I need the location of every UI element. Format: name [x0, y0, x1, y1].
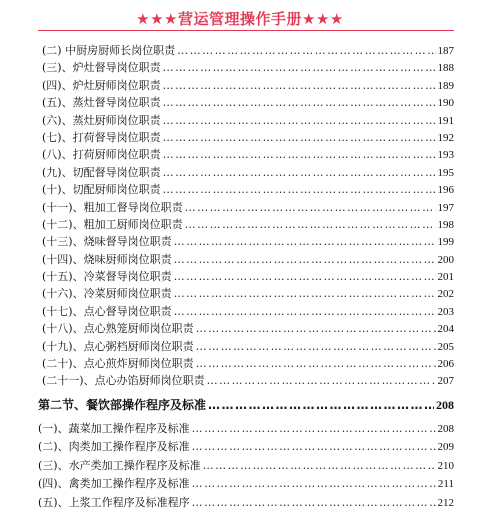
page-header-title: ★★★营运管理操作手册★★★	[136, 10, 344, 28]
toc-entry[interactable]	[38, 94, 454, 111]
toc-leader-dots	[185, 216, 436, 233]
toc-entry[interactable]	[38, 59, 454, 76]
toc-page-number: 212	[437, 496, 454, 509]
toc-page-number: 206	[437, 358, 454, 371]
toc-entry-label: (十)、切配厨师岗位职责	[42, 183, 161, 197]
toc-entry-label: (十七)、点心督导岗位职责	[42, 304, 172, 318]
toc-entry[interactable]	[38, 303, 454, 320]
toc-entry-label: (二十)、点心煎炸厨师岗位职责	[42, 357, 194, 371]
toc-page-number: 199	[437, 236, 454, 249]
toc-entry[interactable]	[38, 494, 454, 512]
toc-leader-dots	[196, 338, 436, 355]
toc-entry-label: (二) 中厨房厨师长岗位职责	[42, 44, 176, 57]
toc-leader-dots	[208, 390, 434, 420]
toc-leader-dots	[163, 112, 436, 129]
toc-page-number: 207	[437, 375, 454, 388]
toc-page-number: 208	[436, 397, 454, 412]
toc-entry-label: (二十一)、点心办馅厨师岗位职责	[42, 374, 205, 388]
toc-entry[interactable]	[38, 112, 454, 129]
toc-entry[interactable]	[38, 285, 454, 302]
toc-entry[interactable]	[38, 77, 454, 94]
toc-leader-dots	[192, 494, 436, 512]
toc-entry[interactable]	[38, 233, 454, 250]
toc-entry[interactable]	[38, 42, 454, 59]
toc-page-number: 203	[437, 305, 454, 318]
toc-entry-label: (四)、炉灶厨师岗位职责	[42, 78, 161, 92]
toc-entry-label: (六)、蒸灶厨师岗位职责	[42, 113, 161, 127]
toc-page-number: 197	[437, 201, 454, 214]
toc-entry-label: (五)、蒸灶督导岗位职责	[42, 96, 161, 110]
toc-page-number: 191	[437, 114, 454, 127]
toc-entry-label: (十六)、冷菜厨师岗位职责	[42, 287, 172, 301]
toc-page-number: 198	[437, 218, 454, 231]
toc-entry[interactable]	[38, 438, 454, 457]
toc-entry[interactable]	[38, 420, 454, 439]
toc-leader-dots	[192, 475, 436, 494]
toc-entry[interactable]	[38, 216, 454, 233]
toc-page-number: 193	[437, 149, 454, 162]
toc-entry-label: (十一)、粗加工督导岗位职责	[42, 200, 183, 214]
toc-page-number: 189	[437, 79, 454, 92]
toc-entry-label: (十八)、点心熟笼厨师岗位职责	[42, 322, 194, 336]
toc-entry-label: (七)、打荷督导岗位职责	[42, 130, 161, 144]
toc-page-number: 211	[437, 478, 454, 491]
toc-leader-dots	[203, 457, 436, 476]
toc-page-number: 192	[437, 131, 454, 144]
toc-page-number: 195	[437, 166, 454, 179]
toc-leader-dots	[163, 94, 436, 111]
toc-entry-label: (一)、蔬菜加工操作程序及标准	[38, 421, 190, 435]
toc-leader-dots	[174, 233, 436, 250]
toc-leader-dots	[163, 129, 436, 146]
toc-entry[interactable]	[38, 372, 454, 389]
toc-page-number: 201	[437, 271, 454, 284]
table-of-contents	[38, 42, 454, 512]
toc-page-number: 187	[437, 45, 454, 57]
toc-leader-dots	[192, 438, 436, 457]
toc-entry-label: (四)、禽类加工操作程序及标准	[38, 477, 190, 491]
toc-entry-label: (十九)、点心粥档厨师岗位职责	[42, 339, 194, 353]
toc-page-number: 205	[437, 340, 454, 353]
toc-leader-dots	[196, 320, 436, 337]
toc-leader-dots	[163, 59, 436, 76]
toc-entry-label: (九)、切配督导岗位职责	[42, 165, 161, 179]
toc-entry[interactable]	[38, 181, 454, 198]
toc-page-number: 208	[437, 422, 454, 435]
toc-entry-label: (八)、打荷厨师岗位职责	[42, 148, 161, 162]
toc-page-number: 204	[437, 323, 454, 336]
toc-entry[interactable]	[38, 338, 454, 355]
toc-entry-label: (十四)、烧味厨师岗位职责	[42, 252, 172, 266]
toc-leader-dots	[163, 146, 436, 163]
toc-entry-label: (五)、上浆工作程序及标准程序	[38, 495, 190, 509]
toc-page-number: 188	[437, 62, 454, 75]
toc-entry[interactable]	[38, 355, 454, 372]
toc-leader-dots	[174, 303, 436, 320]
toc-entry[interactable]	[38, 251, 454, 268]
toc-page-number: 200	[437, 253, 454, 266]
toc-page-number: 196	[437, 184, 454, 197]
header-divider	[38, 30, 454, 31]
toc-entry-label: (十三)、烧味督导岗位职责	[42, 235, 172, 249]
toc-leader-dots	[185, 199, 436, 216]
toc-page-number: 209	[437, 441, 454, 454]
toc-leader-dots	[174, 285, 436, 302]
toc-section-label: 第二节、餐饮部操作程序及标准	[38, 397, 207, 412]
toc-entry[interactable]	[38, 164, 454, 181]
toc-entry[interactable]	[38, 268, 454, 285]
toc-leader-dots	[174, 251, 436, 268]
toc-page-number: 202	[437, 288, 454, 301]
toc-entry[interactable]	[38, 146, 454, 163]
toc-leader-dots	[177, 42, 435, 59]
toc-entry[interactable]	[38, 475, 454, 494]
toc-section-heading[interactable]	[38, 390, 454, 420]
toc-leader-dots	[174, 268, 436, 285]
toc-entry-label: (三)、水产类加工操作程序及标准	[38, 458, 201, 472]
toc-entry-label: (二)、肉类加工操作程序及标准	[38, 440, 190, 454]
toc-entry-label: (十二)、粗加工厨师岗位职责	[42, 217, 183, 231]
toc-entry-label: (十五)、冷菜督导岗位职责	[42, 270, 172, 284]
toc-page-number: 210	[437, 459, 454, 472]
toc-entry[interactable]	[38, 320, 454, 337]
toc-leader-dots	[207, 372, 436, 389]
toc-leader-dots	[163, 164, 436, 181]
toc-leader-dots	[196, 355, 436, 372]
toc-leader-dots	[163, 77, 436, 94]
toc-page-number: 190	[437, 97, 454, 110]
toc-leader-dots	[163, 181, 436, 198]
toc-entry[interactable]	[38, 457, 454, 476]
toc-entry-label: (三)、炉灶督导岗位职责	[42, 61, 161, 75]
toc-leader-dots	[192, 420, 436, 439]
toc-entry[interactable]	[38, 129, 454, 146]
toc-entry[interactable]	[38, 199, 454, 216]
